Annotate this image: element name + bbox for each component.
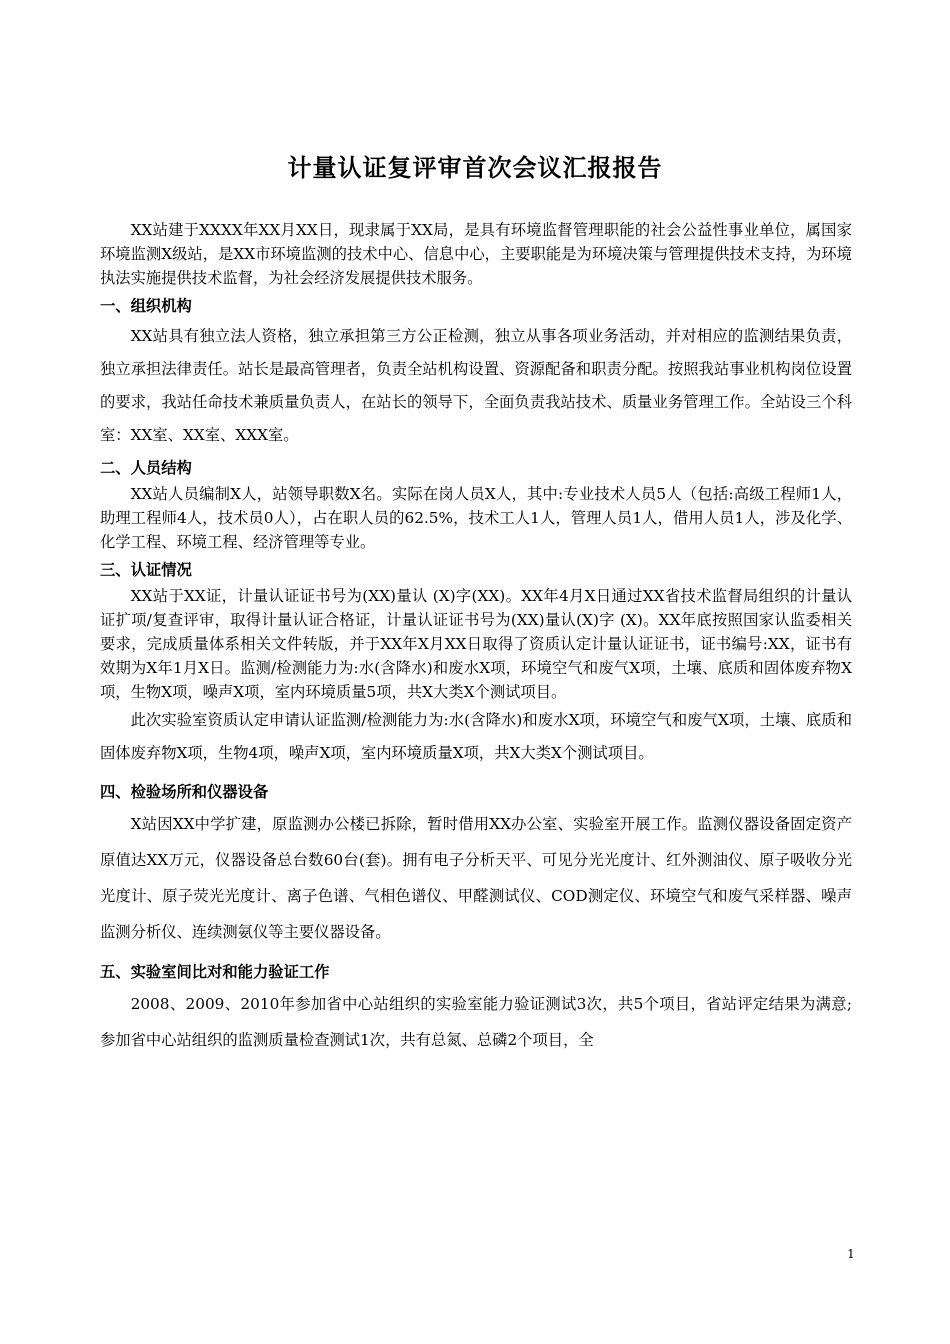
certification-paragraph: XX站于XX证，计量认证证书号为(XX)量认 (X)字(XX)。XX年4月X日通过XX省技术监督局组织的计量认证扩项/复查评审，取得计量认证合格证，计量认证证书号为(XX)量认(X)字 (X)。XX年底按照国家认监委相关要求，完成质量体系相关文件转版，并于XX年X月XX日取得了资质认定计量认证证书，证书编号:XX，证书有效期为X年1月X日。监测/检测能力为:水(含降水)和废水X项，环境空气和废气X项，土壤、底质和固体废弃物X项，生物X项，噪声X项，室内环境质量5项，共X大类X个测试项目。 — [100, 587, 852, 701]
section-heading-organization: 一、组织机构 — [100, 297, 192, 315]
personnel-paragraph: XX站人员编制X人，站领导职数X名。实际在岗人员X人，其中:专业技术人员5人（包括:高级工程师1人，助理工程师4人，技术员0人），占在职人员的62.5%，技术工人1人，管理人员1人，借用人员1人，涉及化学、化学工程、环境工程、经济管理等专业。 — [100, 485, 852, 551]
intro-paragraph: XX站建于XXXX年XX月XX日，现隶属于XX局，是具有环境监督管理职能的社会公益性事业单位，属国家环境监测X级站，是XX市环境监测的技术中心、信息中心，主要职能是为环境决策与管理提供技术支持，为环境执法实施提供技术监督，为社会经济发展提供技术服务。 — [100, 221, 852, 287]
section-heading-certification: 三、认证情况 — [100, 561, 192, 579]
facilities-paragraph: X站因XX中学扩建，原监测办公楼已拆除，暂时借用XX办公室、实验室开展工作。监测仪器设备固定资产原值达XX万元，仪器设备总台数60台(套)。拥有电子分析天平、可见分光光度计、红外测油仪、原子吸收分光光度计、原子荧光光度计、离子色谱、气相色谱仪、甲醛测试仪、COD测定仪、环境空气和废气采样器、噪声监测分析仪、连续测氨仪等主要仪器设备。 — [100, 815, 852, 941]
section-heading-personnel: 二、人员结构 — [100, 459, 192, 477]
page-number: 1 — [847, 1247, 855, 1261]
proficiency-paragraph: 2008、2009、2010年参加省中心站组织的实验室能力验证测试3次，共5个项目，省站评定结果为满意;参加省中心站组织的监测质量检查测试1次，共有总氮、总磷2个项目，全 — [100, 995, 852, 1049]
section-heading-facilities: 四、检验场所和仪器设备 — [100, 783, 269, 801]
section-heading-proficiency: 五、实验室间比对和能力验证工作 — [100, 963, 330, 981]
document-title: 计量认证复评审首次会议汇报报告 — [287, 154, 663, 182]
organization-paragraph: XX站具有独立法人资格，独立承担第三方公正检测，独立从事各项业务活动，并对相应的监测结果负责，独立承担法律责任。站长是最高管理者，负责全站机构设置、资源配备和职责分配。按照我站事业机构岗位设置的要求，我站任命技术兼质量负责人，在站长的领导下，全面负责我站技术、质量业务管理工作。全站设三个科室：XX室、XX室、XXX室。 — [100, 327, 852, 444]
certification-application-paragraph: 此次实验室资质认定申请认证监测/检测能力为:水(含降水)和废水X项，环境空气和废气X项，土壤、底质和固体废弃物X项，生物4项，噪声X项，室内环境质量X项，共X大类X个测试项目。 — [100, 711, 852, 762]
document-body — [100, 218, 852, 1058]
